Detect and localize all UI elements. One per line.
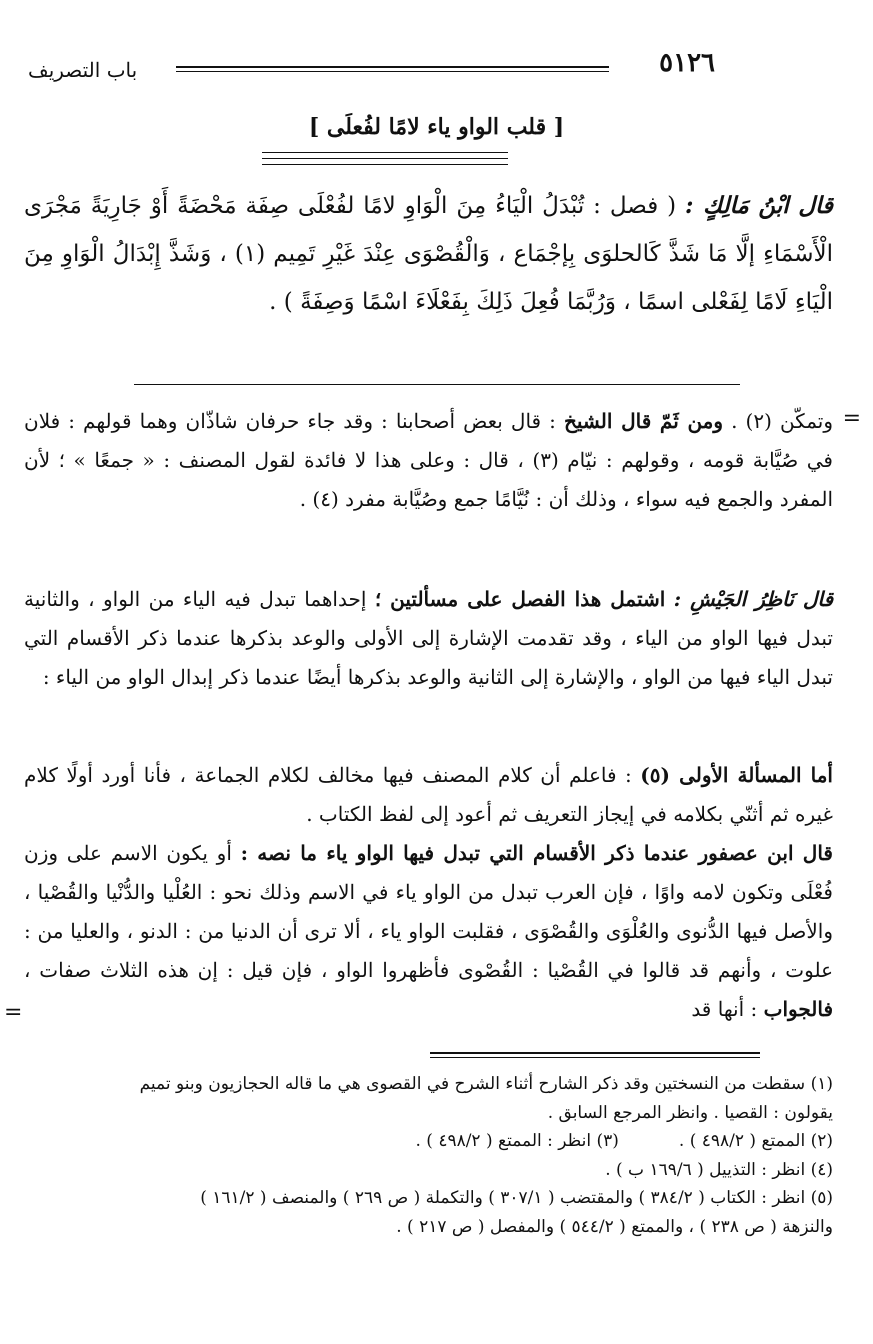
- footnote-5-line-2: والنزهة ( ص ٢٣٨ ) ، والممتع ( ٥٤٤/٢ ) والمفصل ( ص ٢١٧ ) .: [396, 1216, 833, 1237]
- sharh-paragraph-1: [24, 402, 833, 519]
- title-underline-2: [262, 158, 508, 159]
- sharh-p3-rest: : فاعلم أن كلام المصنف فيها مخالف لكلام الجماعة ، فأنا أورد أولًا كلام غيره ثم أثنّي بكلامه في إيجاز التعريف ثم أعود إلى لفظ الكتاب .: [24, 763, 833, 826]
- continuation-mark-end: =: [4, 1000, 23, 1025]
- matn-text: ( فصل : تُبْدَلُ الْيَاءُ مِنَ الْوَاوِ لامًا لفُعْلَى صِفَة مَحْضَةً أَوْ جَارِيَةً مَجْرَى الْأَسْمَاءِ إلَّا مَا شَذَّ كَالحلوَى بِإجْمَاع ، وَالْقُصْوَى عِنْدَ غَيْرِ تَمِيم (١) ، وَشَذَّ إِبْدَالُ الْوَاوِ مِنَ الْيَاءِ لَامًا لِفَعْلى اسمًا ، وَرُبَّمَا فُعِلَ ذَلِكَ بِفَعْلَاءَ اسْمًا وَصِفَةً ) .: [24, 193, 833, 315]
- sharh-p4-end: : أنها قد: [691, 997, 758, 1021]
- footnotes: [24, 1070, 833, 1241]
- footnote-5-line-1: (٥) انظر : الكتاب ( ٣٨٤/٢ ) والمقتضب ( ٣٠٧/١ ) والتكملة ( ص ٢٦٩ ) والمنصف ( ١٦١/٢ ): [200, 1188, 833, 1208]
- sharh-p3-bold: أما المسألة الأولى (٥): [640, 763, 833, 787]
- matn-separator: [134, 384, 740, 385]
- footnote-2: (٢) الممتع ( ٤٩٨/٢ ) .: [678, 1131, 833, 1151]
- header-rule: [176, 66, 609, 68]
- sharh-p2-speaker: قال نَاظِرُ الجَيْشِ :: [673, 587, 834, 611]
- sharh-p2-rest: إحداهما تبدل فيه الياء من الواو ، والثانية تبدل فيها الواو من الياء ، وقد تقدمت الإشارة إلى الأولى والوعد بذكرها عندما ذكر الأقسام التي تبدل الياء فيها من الواو ، والإشارة إلى الثانية والوعد بذكرها أيضًا عندما ذكر إبدال الواو من الياء :: [24, 587, 833, 689]
- section-title: [ قلب الواو ياء لامًا لفُعلَى ]: [308, 114, 565, 140]
- sharh-p4-rest: أو يكون الاسم على وزن فُعْلَى وتكون لامه واوًا ، فإن العرب تبدل من الواو ياء في الاسم وذلك نحو : العُلْيا والدُّنْيا والقُصْيا ، والأصل فيها الدُّنوى والعُلْوَى والقُصْوَى ، فقلبت الواو ياء ، ألا ترى أن الدنيا من : الدنو ، والعليا من : علوت ، وأنهم قد قالوا في القُصْيا : القُصْوى فأظهروا الواو ، فإن قيل : إن هذه الثلاث صفات ،: [24, 841, 833, 982]
- matn-speaker: قال ابْنُ مَالِكٍ :: [684, 192, 833, 219]
- continuation-mark-start: =: [842, 406, 861, 431]
- sharh-p2-bold: اشتمل هذا الفصل على مسألتين ؛: [374, 587, 666, 611]
- sharh-paragraph-2: [24, 580, 833, 697]
- page-number: ٥١٢٦: [659, 48, 715, 78]
- header-rule-thin: [176, 71, 609, 72]
- title-underline-3: [262, 164, 508, 165]
- footnote-3: (٣) انظر : الممتع ( ٤٩٨/٢ ) .: [415, 1131, 619, 1151]
- matn-paragraph: [24, 182, 833, 326]
- footnote-row-2-3: [24, 1127, 833, 1156]
- sharh-p1-bold: ومن ثَمّ قال الشيخ: [563, 409, 724, 433]
- footnote-1-line-1: (١) سقطت من النسختين وقد ذكر الشارح أثناء الشرح في القصوى هي ما قاله الحجازيون وبنو تميم: [139, 1074, 833, 1094]
- footnote-separator: [430, 1052, 760, 1054]
- running-title: باب التصريف: [28, 58, 138, 82]
- footnote-4: (٤) انظر : التذييل ( ١٦٩/٦ ب ) .: [605, 1159, 833, 1180]
- sharh-paragraph-4: [24, 834, 833, 1029]
- sharh-paragraph-3: [24, 756, 833, 834]
- sharh-p1-rest: : قال بعض أصحابنا : وقد جاء حرفان شاذّان وهما قولهم : فلان في صُيَّابة قومه ، وقولهم : نيّام (٣) ، قال : وعلى هذا لا فائدة لقول المصنف : « جمعًا » ؛ لأن المفرد والجمع فيه سواء ، وذلك أن : نُيَّامًا جمع وصُيَّابة مفرد (٤) .: [24, 409, 833, 511]
- sharh-p4-bold: قال ابن عصفور عندما ذكر الأقسام التي تبدل فيها الواو ياء ما نصه :: [240, 841, 833, 865]
- footnote-separator-thin: [430, 1057, 760, 1058]
- footnote-1-line-2: يقولون : القصيا . وانظر المرجع السابق .: [547, 1102, 833, 1123]
- title-underline-1: [262, 152, 508, 153]
- sharh-p1-prefix: وتمكّن (٢) .: [731, 409, 834, 433]
- page-header: [28, 48, 845, 84]
- sharh-p4-bold2: فالجواب: [763, 997, 833, 1021]
